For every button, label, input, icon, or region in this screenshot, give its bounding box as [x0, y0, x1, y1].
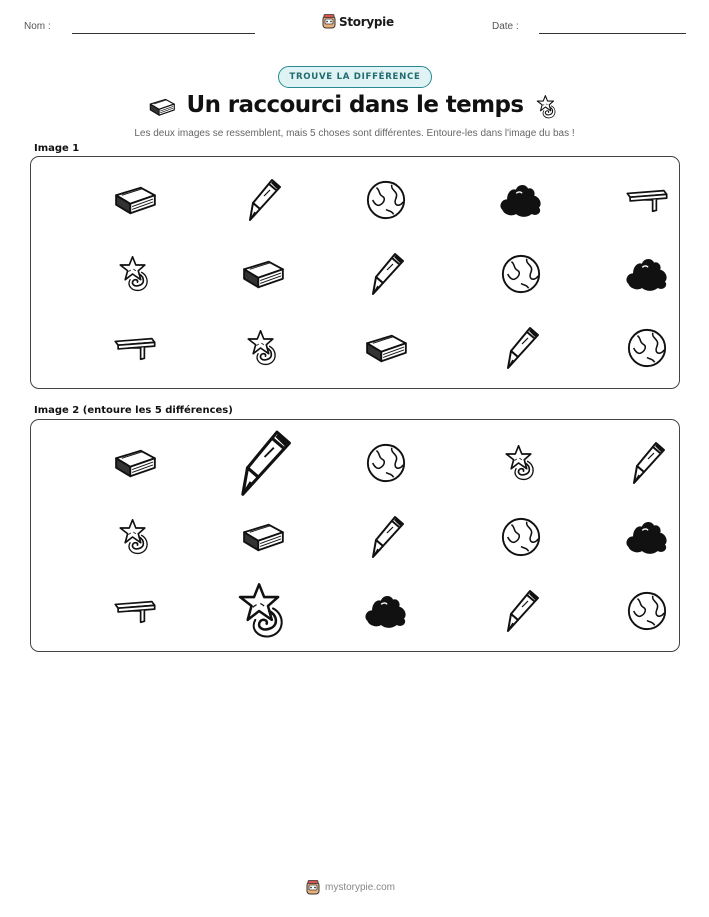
shooting-star-icon[interactable]	[235, 580, 291, 642]
date-label: Date :	[492, 21, 519, 32]
pen-icon[interactable]	[366, 250, 406, 298]
pen-icon[interactable]	[232, 426, 294, 500]
pen-icon[interactable]	[243, 176, 283, 224]
inkblot-icon[interactable]	[623, 255, 671, 293]
pen-icon[interactable]	[501, 587, 541, 635]
globe-icon[interactable]	[365, 442, 407, 484]
brand-name: Storypie	[339, 14, 394, 29]
name-field-line[interactable]	[72, 33, 255, 34]
image2-panel[interactable]	[30, 419, 680, 652]
book-icon[interactable]	[112, 183, 158, 217]
date-field-line[interactable]	[539, 33, 686, 34]
pen-icon[interactable]	[627, 439, 667, 487]
shooting-star-icon[interactable]	[503, 443, 539, 483]
inkblot-icon[interactable]	[497, 181, 545, 219]
star-icon	[534, 94, 560, 120]
image1-panel[interactable]	[30, 156, 680, 389]
mascot-icon	[306, 880, 320, 895]
instructions: Les deux images se ressemblent, mais 5 choses sont différentes. Entoure-les dans l'image du bas !	[134, 128, 575, 139]
badge: TROUVE LA DIFFÉRENCE	[278, 66, 432, 88]
globe-icon[interactable]	[365, 179, 407, 221]
globe-icon[interactable]	[500, 253, 542, 295]
shelf-icon[interactable]	[112, 333, 158, 363]
image1-label: Image 1	[34, 143, 80, 154]
globe-icon[interactable]	[626, 590, 668, 632]
book-icon[interactable]	[240, 257, 286, 291]
mascot-icon	[322, 14, 336, 29]
footer	[306, 880, 395, 895]
book-icon[interactable]	[240, 520, 286, 554]
pen-icon[interactable]	[366, 513, 406, 561]
footer-url: mystorypie.com	[325, 882, 396, 893]
book-icon	[148, 96, 176, 118]
book-icon[interactable]	[363, 331, 409, 365]
globe-icon[interactable]	[626, 327, 668, 369]
inkblot-icon[interactable]	[362, 592, 410, 630]
inkblot-icon[interactable]	[623, 518, 671, 556]
pen-icon[interactable]	[501, 324, 541, 372]
shooting-star-icon[interactable]	[245, 328, 281, 368]
globe-icon[interactable]	[500, 516, 542, 558]
shelf-icon[interactable]	[624, 185, 670, 215]
shooting-star-icon[interactable]	[117, 517, 153, 557]
storypie-logo	[322, 14, 394, 29]
name-label: Nom :	[24, 21, 51, 32]
shelf-icon[interactable]	[112, 596, 158, 626]
page-title: Un raccourci dans le temps	[186, 92, 524, 118]
book-icon[interactable]	[112, 446, 158, 480]
image2-label: Image 2 (entoure les 5 différences)	[34, 405, 233, 416]
shooting-star-icon[interactable]	[117, 254, 153, 294]
